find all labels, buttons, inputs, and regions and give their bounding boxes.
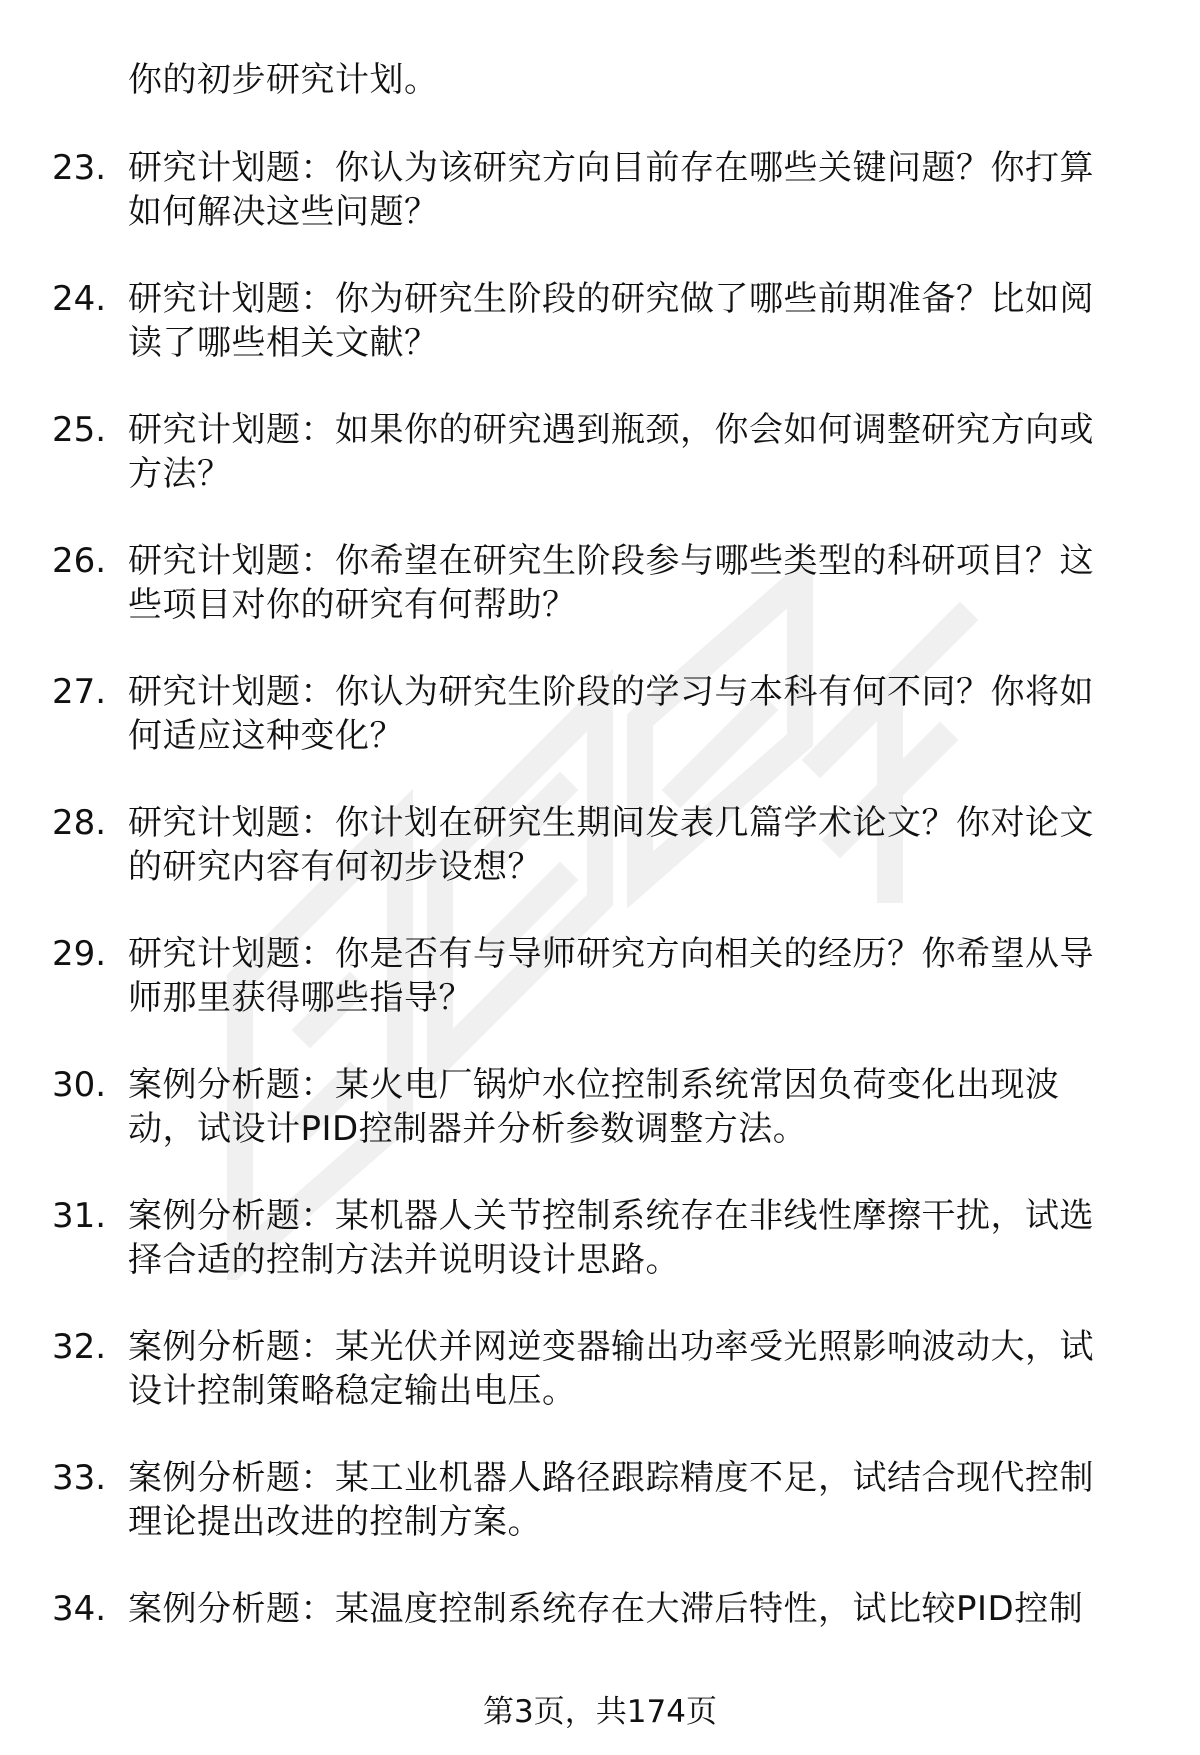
question-text-line: 方法？: [128, 454, 232, 494]
question-number: 30.: [52, 1065, 107, 1105]
question-text-line: 动，试设计PID控制器并分析参数调整方法。: [128, 1109, 808, 1149]
question-text-line: 如何解决这些问题？: [128, 192, 439, 232]
question-list: [0, 146, 1200, 1718]
question-text-line: 案例分析题：某火电厂锅炉水位控制系统常因负荷变化出现波: [128, 1065, 1060, 1105]
question-text-line: 案例分析题：某光伏并网逆变器输出功率受光照影响波动大，试: [128, 1327, 1094, 1367]
question-number: 26.: [52, 541, 107, 581]
list-item: [0, 277, 1200, 408]
question-text: [128, 146, 1148, 234]
question-text: [128, 1456, 1148, 1544]
question-number: 31.: [52, 1196, 107, 1236]
question-text: [128, 670, 1148, 758]
question-text-line: 研究计划题：你认为该研究方向目前存在哪些关键问题？你打算: [128, 148, 1094, 188]
question-number: 27.: [52, 672, 107, 712]
question-number: 34.: [52, 1589, 107, 1629]
list-item: [0, 1063, 1200, 1194]
list-item: [0, 801, 1200, 932]
question-number: 33.: [52, 1458, 107, 1498]
question-text-line: 案例分析题：某机器人关节控制系统存在非线性摩擦干扰，试选: [128, 1196, 1094, 1236]
list-item: [0, 670, 1200, 801]
list-item: [0, 1194, 1200, 1325]
question-text: [128, 1063, 1148, 1151]
list-item: [0, 1325, 1200, 1456]
question-text-line: 读了哪些相关文献？: [128, 323, 439, 363]
question-text-line: 研究计划题：你是否有与导师研究方向相关的经历？你希望从导: [128, 934, 1094, 974]
question-text-line: 理论提出改进的控制方案。: [128, 1502, 542, 1542]
page-footer: 第3页，共174页: [483, 1694, 717, 1730]
question-number: 24.: [52, 279, 107, 319]
question-text: [128, 1325, 1148, 1413]
question-text-line: 何适应这种变化？: [128, 716, 404, 756]
question-text-line: 研究计划题：你为研究生阶段的研究做了哪些前期准备？比如阅: [128, 279, 1094, 319]
question-text: [128, 801, 1148, 889]
list-item: [0, 932, 1200, 1063]
question-text: [128, 277, 1148, 365]
question-text: [128, 1587, 1148, 1631]
question-text-line: 的研究内容有何初步设想？: [128, 847, 542, 887]
list-item: [0, 146, 1200, 277]
question-text-line: 设计控制策略稳定输出电压。: [128, 1371, 577, 1411]
question-number: 29.: [52, 934, 107, 974]
list-item: [0, 539, 1200, 670]
question-number: 23.: [52, 148, 107, 188]
question-text-line: 研究计划题：你希望在研究生阶段参与哪些类型的科研项目？这: [128, 541, 1094, 581]
question-text-line: 师那里获得哪些指导？: [128, 978, 473, 1018]
question-text: [128, 1194, 1148, 1282]
question-text-line: 研究计划题：你认为研究生阶段的学习与本科有何不同？你将如: [128, 672, 1094, 712]
question-text-line: 案例分析题：某温度控制系统存在大滞后特性，试比较PID控制: [128, 1589, 1084, 1629]
list-item: [0, 1456, 1200, 1587]
question-text: [128, 932, 1148, 1020]
question-number: 28.: [52, 803, 107, 843]
question-text: [128, 408, 1148, 496]
question-number: 25.: [52, 410, 107, 450]
question-text-line: 研究计划题：你计划在研究生期间发表几篇学术论文？你对论文: [128, 803, 1094, 843]
question-text-line: 研究计划题：如果你的研究遇到瓶颈，你会如何调整研究方向或: [128, 410, 1094, 450]
question-number: 32.: [52, 1327, 107, 1367]
question-text-line: 择合适的控制方法并说明设计思路。: [128, 1240, 680, 1280]
list-item: [0, 408, 1200, 539]
question-text-line: 些项目对你的研究有何帮助？: [128, 585, 577, 625]
continuation-text: 你的初步研究计划。: [128, 60, 439, 100]
question-text: [128, 539, 1148, 627]
question-text-line: 案例分析题：某工业机器人路径跟踪精度不足，试结合现代控制: [128, 1458, 1094, 1498]
